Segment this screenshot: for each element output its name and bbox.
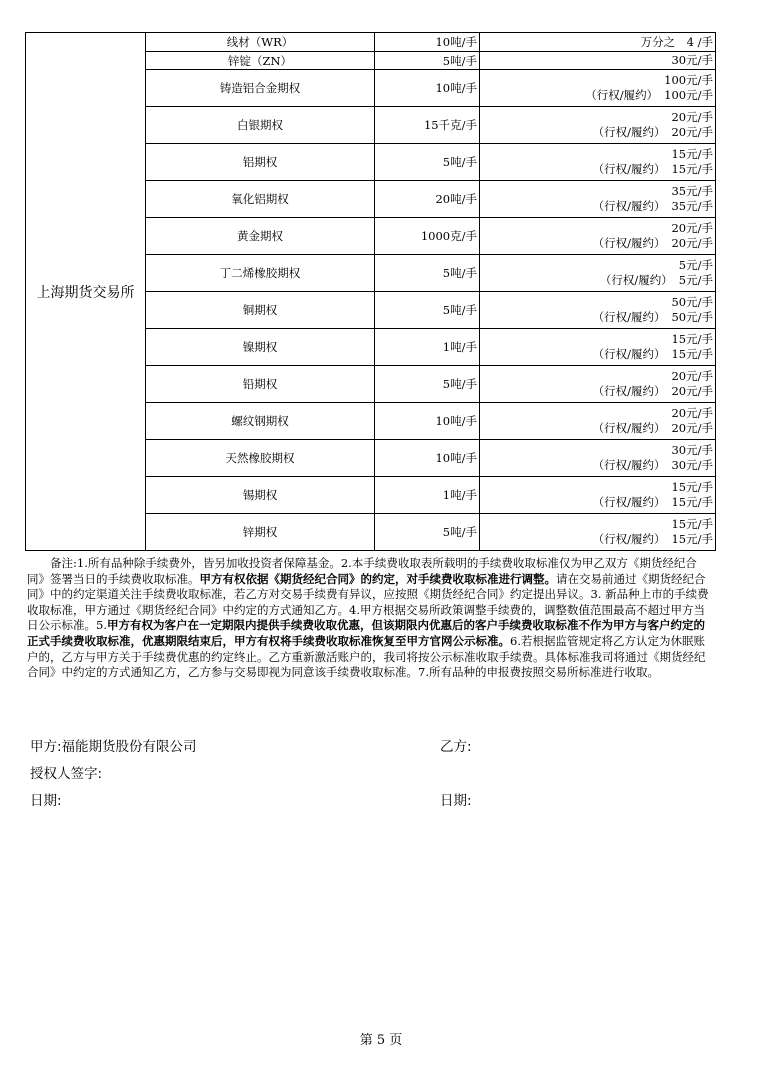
fee-cell [480,477,716,514]
product-name: 天然橡胶期权 [225,451,295,465]
product-cell [146,514,375,551]
fee-bottom-line [482,495,713,510]
fee-open-value: 20元/手 [671,110,713,124]
fee-open-value: 15元/手 [671,332,713,346]
fee-top-line [482,110,713,125]
party-a-date-label: 日期: [30,793,62,809]
exercise-tag: （行权/履约） [592,347,666,361]
exercise-tag: （行权/履约） [592,532,666,546]
product-cell [146,255,375,292]
exercise-tag: （行权/履约） [592,495,666,509]
fee-bottom-line [482,421,713,436]
exercise-tag: （行权/履约） [592,384,666,398]
fee-exercise-value: 15元/手 [671,532,713,546]
fee-bottom-line [482,162,713,177]
fee-exercise-value: 20元/手 [671,125,713,139]
fee-cell [480,255,716,292]
exercise-tag: （行权/履约） [592,236,666,250]
fee-open-value: 5元/手 [678,258,713,272]
fee-cell [480,440,716,477]
fee-bottom-line [482,199,713,214]
fee-exercise-value: 15元/手 [671,495,713,509]
trading-unit: 5吨/手 [442,53,477,68]
fee-open-value: 15元/手 [671,480,713,494]
fee-open-value: 15元/手 [671,517,713,531]
trading-unit: 1000克/手 [420,229,477,243]
fee-open-value: 100元/手 [664,73,713,87]
product-name: 铝期权 [242,155,278,169]
fee-exercise-value: 20元/手 [671,236,713,250]
product-name: 锌期权 [242,525,278,539]
fee-cell [480,181,716,218]
fee-table [25,32,716,551]
fee-bottom-line [482,125,713,140]
fee-top-line [482,147,713,162]
unit-cell [375,514,480,551]
product-name: 丁二烯橡胶期权 [219,266,301,280]
remarks-bold-1: 甲方有权依据《期货经纪合同》的约定，对手续费收取标准进行调整。 [199,571,556,586]
fee-cell [480,144,716,181]
unit-cell [375,33,480,52]
product-cell [146,107,375,144]
fee-top-line [482,295,713,310]
unit-cell [375,403,480,440]
trading-unit: 10吨/手 [435,35,477,49]
trading-unit: 5吨/手 [442,155,477,169]
fee-open-value: 15元/手 [671,147,713,161]
fee-bottom-line [482,347,713,362]
product-cell [146,52,375,70]
product-cell [146,329,375,366]
exercise-tag: （行权/履约） [592,421,666,435]
product-cell [146,292,375,329]
table-row [26,33,716,52]
unit-cell [375,70,480,107]
unit-cell [375,477,480,514]
page-number: 第 5 页 [359,1033,403,1048]
product-cell [146,218,375,255]
unit-cell [375,144,480,181]
fee-top-line [482,517,713,532]
product-cell [146,366,375,403]
exercise-tag: （行权/履约） [592,199,666,213]
product-name: 锌锭（ZN） [227,53,293,68]
fee-value: 万分之 4 /手 [640,34,713,49]
fee-cell [480,52,716,70]
exercise-tag: （行权/履约） [592,310,666,324]
fee-top-line [482,221,713,236]
fee-cell [480,366,716,403]
fee-exercise-value: 15元/手 [671,162,713,176]
fee-exercise-value: 5元/手 [678,273,713,287]
product-name: 白银期权 [237,118,283,132]
exercise-tag: （行权/履约） [592,458,666,472]
fee-exercise-value: 50元/手 [671,310,713,324]
product-cell [146,70,375,107]
unit-cell [375,440,480,477]
fee-exercise-value: 20元/手 [671,384,713,398]
fee-cell [480,514,716,551]
fee-open-value: 30元/手 [671,443,713,457]
fee-bottom-line [482,236,713,251]
product-cell [146,181,375,218]
fee-bottom-line [482,532,713,547]
fee-exercise-value: 20元/手 [671,421,713,435]
unit-cell [375,181,480,218]
trading-unit: 1吨/手 [442,488,477,502]
fee-bottom-line [482,88,713,103]
remarks-text-1: 备注:1.所有品种除手续费外，皆另加收投资者保障基金。2.本手续费收取表所载明的手续费收取标准仅为甲乙双方《期货经纪合同》签署当日的手续费收取标准。 [27,556,697,586]
fee-top-line [482,369,713,384]
product-cell [146,477,375,514]
unit-cell [375,52,480,70]
fee-value: 30元/手 [671,53,713,67]
unit-cell [375,366,480,403]
exercise-tag: （行权/履约） [585,88,659,102]
party-b-date-label: 日期: [440,793,472,809]
product-name: 氧化铝期权 [231,192,289,206]
trading-unit: 5吨/手 [442,377,477,391]
fee-exercise-value: 15元/手 [671,347,713,361]
trading-unit: 10吨/手 [435,414,477,428]
fee-cell [480,218,716,255]
fee-bottom-line [482,310,713,325]
remarks-text-2: 请在交易前通过《期货经纪合同》中的约定渠道关注手续费收取标准，若乙方对交易手续费有异议，应按照《期货经纪合同》约定提出异议。3. 新品种上市的手续费收取标准，甲方通过《期货经纪合同》中约定的方式通知乙方。4.甲方根据交易所政策调整手续费的，调整数值范围最高不超过甲方当日公示标准。5. [27,571,709,633]
product-name: 镍期权 [242,340,278,354]
exercise-tag: （行权/履约） [592,125,666,139]
unit-cell [375,292,480,329]
fee-open-value: 20元/手 [671,369,713,383]
remarks-paragraph [27,556,711,681]
product-name: 线材（WR） [226,35,294,49]
product-cell [146,440,375,477]
party-a-label: 甲方:福能期货股份有限公司 [30,739,197,755]
fee-cell [480,107,716,144]
product-name: 铜期权 [242,303,278,317]
fee-cell [480,70,716,107]
fee-cell [480,292,716,329]
trading-unit: 10吨/手 [435,451,477,465]
fee-exercise-value: 35元/手 [671,199,713,213]
fee-bottom-line [482,458,713,473]
fee-open-value: 20元/手 [671,406,713,420]
party-b-label: 乙方: [440,739,472,755]
trading-unit: 5吨/手 [442,525,477,539]
trading-unit: 5吨/手 [442,303,477,317]
unit-cell [375,329,480,366]
unit-cell [375,255,480,292]
product-name: 螺纹钢期权 [231,414,289,428]
fee-cell [480,329,716,366]
exercise-tag: （行权/履约） [592,162,666,176]
fee-top-line [482,480,713,495]
fee-bottom-line [482,384,713,399]
trading-unit: 20吨/手 [435,192,477,206]
fee-cell [480,33,716,52]
unit-cell [375,107,480,144]
authorized-signature-label: 授权人签字: [30,766,103,782]
product-cell [146,33,375,52]
fee-open-value: 50元/手 [671,295,713,309]
trading-unit: 1吨/手 [442,340,477,354]
fee-bottom-line [482,273,713,288]
fee-open-value: 20元/手 [671,221,713,235]
unit-cell [375,218,480,255]
fee-exercise-value: 30元/手 [671,458,713,472]
product-cell [146,144,375,181]
fee-cell [480,403,716,440]
fee-open-value: 35元/手 [671,184,713,198]
exchange-name: 上海期货交易所 [36,284,135,301]
product-name: 铸造铝合金期权 [219,81,301,95]
trading-unit: 15千克/手 [423,118,477,132]
fee-top-line [482,73,713,88]
fee-top-line [482,332,713,347]
remarks-text-3: 6.若根据监管规定将乙方认定为休眠账户的，乙方与甲方关于手续费优惠的约定终止。乙方重新激活账户的，我司将按公示标准收取手续费。具体标准我司将通过《期货经纪合同》中约定的方式通知乙方，乙方参与交易即视为同意该手续费收取标准。7.所有品种的申报费按照交易所标准进行收取。 [27,633,706,680]
fee-top-line [482,184,713,199]
product-name: 黄金期权 [237,229,283,243]
exercise-tag: （行权/履约） [599,273,673,287]
product-name: 铅期权 [242,377,278,391]
fee-exercise-value: 100元/手 [664,88,713,102]
fee-top-line [482,443,713,458]
product-name: 锡期权 [242,488,278,502]
trading-unit: 10吨/手 [435,81,477,95]
exchange-name-cell [26,33,146,551]
trading-unit: 5吨/手 [442,266,477,280]
product-cell [146,403,375,440]
fee-top-line [482,406,713,421]
fee-top-line [482,258,713,273]
remarks-bold-2: 甲方有权为客户在一定期限内提供手续费收取优惠，但该期限内优惠后的客户手续费收取标准不作为甲方与客户约定的正式手续费收取标准，优惠期限结束后，甲方有权将手续费收取标准恢复至甲方官网公示标准。 [27,618,705,648]
